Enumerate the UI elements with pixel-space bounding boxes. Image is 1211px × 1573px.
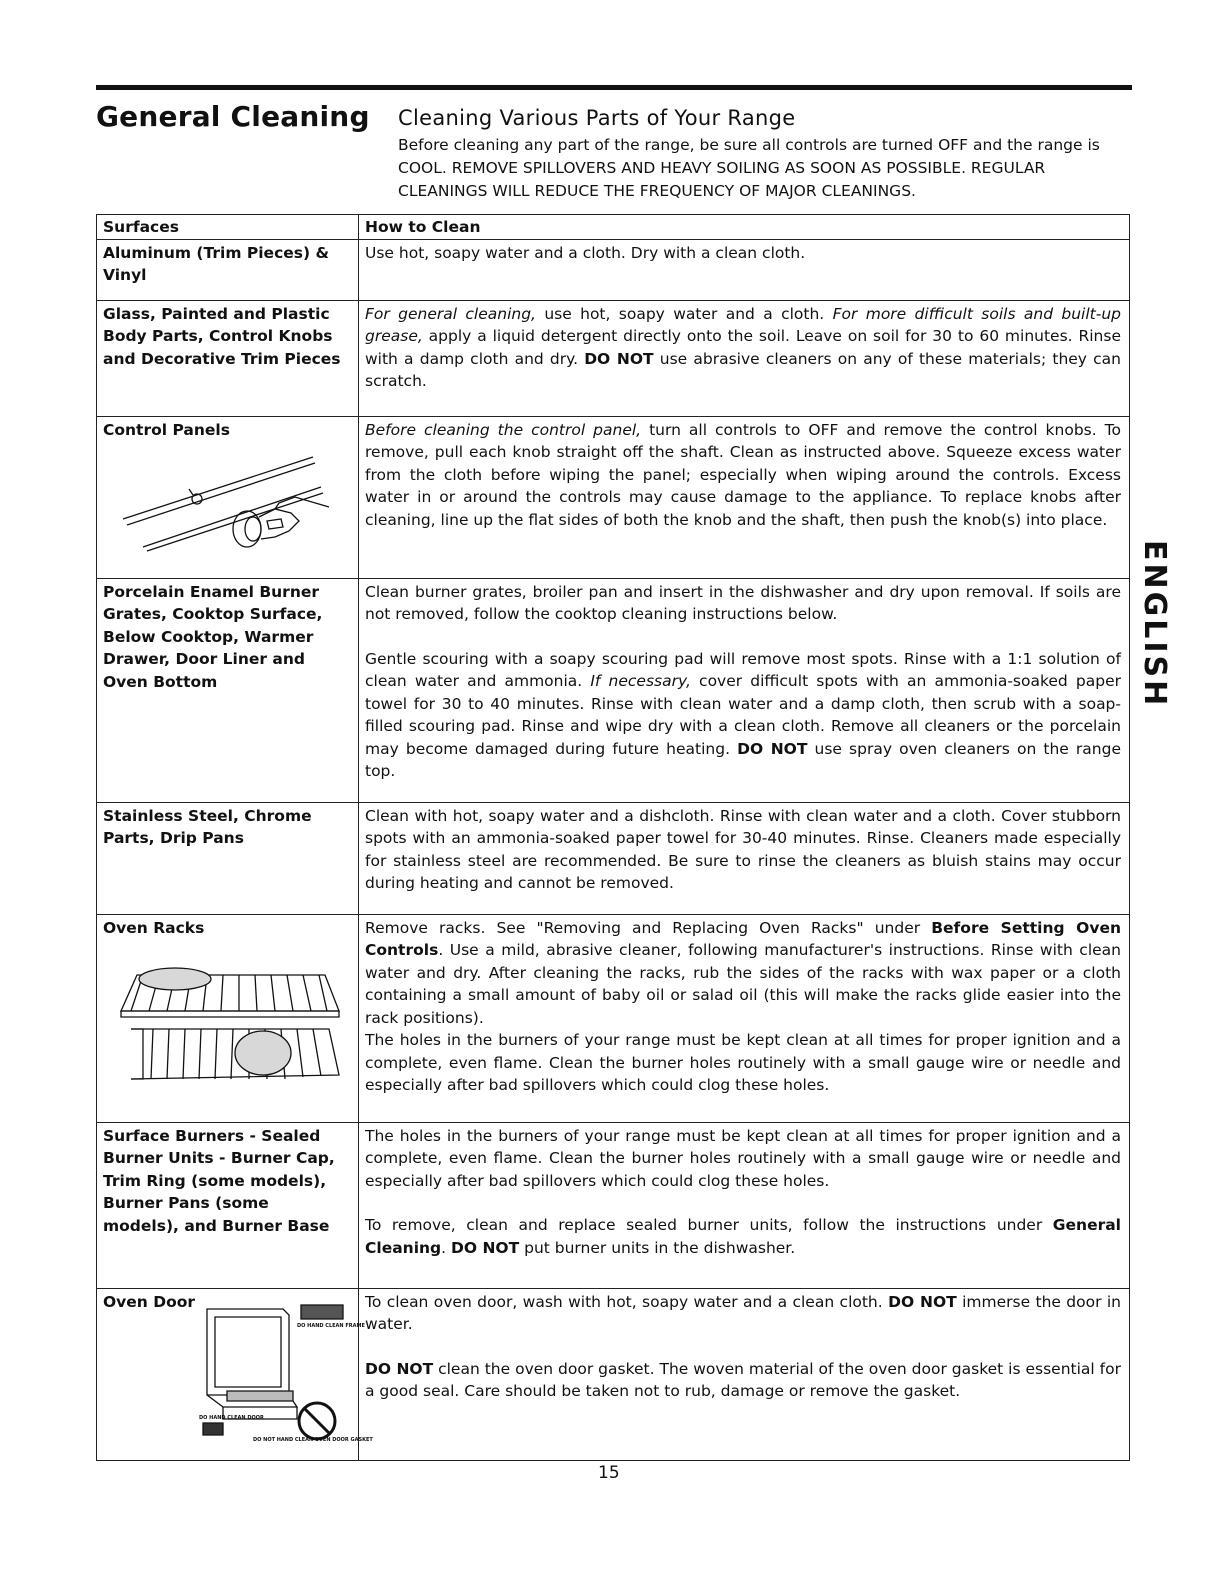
how-text: To remove, clean and replace sealed burner units, follow the instructions under General Cleaning. DO NOT put burner units in the dishwasher. xyxy=(365,1216,1121,1257)
how-cell xyxy=(359,300,1130,416)
table-row xyxy=(97,416,1130,578)
how-text: Clean burner grates, broiler pan and insert in the dishwasher and dry upon removal. If soils are not removed, follow the cooktop cleaning instructions below. xyxy=(365,582,1121,623)
surface-cell xyxy=(97,416,359,578)
surface-cell: Stainless Steel, Chrome Parts, Drip Pans xyxy=(97,802,359,914)
how-text: To clean oven door, wash with hot, soapy water and a clean cloth. DO NOT immerse the door in water. xyxy=(365,1292,1121,1333)
illus-label-frame: DO HAND CLEAN FRAME xyxy=(297,1322,365,1329)
intro-text: Before cleaning any part of the range, be sure all controls are turned OFF and the range is COOL. REMOVE SPILLOVERS AND HEAVY SOILING AS SOON AS POSSIBLE. REGULAR CLEANINGS WILL REDUCE THE FREQUENCY OF MAJOR CLEANINGS. xyxy=(398,136,1100,200)
column-header-surfaces: Surfaces xyxy=(97,215,359,240)
table-row xyxy=(97,239,1130,300)
column-header-how-to-clean: How to Clean xyxy=(359,215,1130,240)
control-panel-illustration xyxy=(103,447,343,557)
intro-block xyxy=(398,106,1133,203)
how-text: For general cleaning, use hot, soapy water and a cloth. For more difficult soils and built-up grease, apply a liquid detergent directly onto the soil. Leave on soil for 30 to 60 minutes. Rinse with a damp cloth and dry. DO NOT use abrasive cleaners on any of these materials; they can scratch. xyxy=(365,304,1122,390)
surface-cell xyxy=(97,1288,373,1460)
surface-cell xyxy=(97,914,359,1122)
table-row xyxy=(97,802,1130,914)
table-row xyxy=(97,1288,1130,1460)
cleaning-table xyxy=(96,214,1130,1461)
table-row xyxy=(97,578,1130,802)
illus-label-gasket: DO NOT HAND CLEAN OVEN DOOR GASKET xyxy=(253,1436,373,1443)
table-row xyxy=(97,300,1130,416)
how-cell xyxy=(359,1288,1130,1460)
how-text: Before cleaning the control panel, turn all controls to OFF and remove the control knobs. To remove, pull each knob straight off the shaft. Clean as instructed above. Squeeze excess water from the cloth before wiping the panel; especially when wiping around the controls. Excess water in or around the controls may cause damage to the appliance. To replace knobs after cleaning, line up the flat sides of both the knob and the shaft, then push the knob(s) into place. xyxy=(365,420,1121,529)
table-row xyxy=(97,914,1130,1122)
how-cell xyxy=(359,914,1130,1122)
how-text: The holes in the burners of your range must be kept clean at all times for proper ignition and a complete, even flame. Clean the burner holes routinely with a small gauge wire or needle and especially after bad spillovers which could clog these holes. xyxy=(365,1031,1121,1094)
surface-label: Oven Door xyxy=(103,1292,196,1311)
how-text: Gentle scouring with a soapy scouring pad will remove most spots. Rinse with a 1:1 solution of clean water and ammonia. If necessary, cover difficult spots with an ammonia-soaked paper towel for 30 to 40 minutes. Rinse with clean water and a damp cloth, then scrub with a soap-filled scouring pad. Rinse and wipe dry with a clean cloth. Remove all cleaners or the porcelain may become damaged during future heating. DO NOT use spray oven cleaners on the range top. xyxy=(365,649,1122,780)
how-cell xyxy=(359,416,1130,578)
surface-cell: Aluminum (Trim Pieces) & Vinyl xyxy=(97,239,359,300)
page-number: 15 xyxy=(598,1463,620,1483)
how-text: DO NOT clean the oven door gasket. The woven material of the oven door gasket is essential for a good seal. Care should be taken not to rub, damage or remove the gasket. xyxy=(365,1359,1121,1400)
surface-label: Control Panels xyxy=(103,420,230,439)
illus-label-door: DO HAND CLEAN DOOR xyxy=(199,1414,264,1421)
how-cell xyxy=(359,1122,1130,1288)
oven-racks-illustration xyxy=(103,945,343,1085)
how-cell xyxy=(359,578,1130,802)
surface-label: Oven Racks xyxy=(103,918,205,937)
oven-door-illustration xyxy=(193,1295,373,1445)
intro-heading: Cleaning Various Parts of Your Range xyxy=(398,106,796,130)
how-cell: Use hot, soapy water and a cloth. Dry with a clean cloth. xyxy=(359,239,1130,300)
surface-cell: Porcelain Enamel Burner Grates, Cooktop Surface, Below Cooktop, Warmer Drawer, Door Liner and Oven Bottom xyxy=(97,578,359,802)
top-rule xyxy=(96,85,1132,90)
section-title: General Cleaning xyxy=(96,100,370,133)
surface-cell: Surface Burners - Sealed Burner Units - Burner Cap, Trim Ring (some models), Burner Pans (some models), and Burner Base xyxy=(97,1122,359,1288)
table-row xyxy=(97,1122,1130,1288)
how-text: The holes in the burners of your range must be kept clean at all times for proper ignition and a complete, even flame. Clean the burner holes routinely with a small gauge wire or needle and especially after bad spillovers which could clog these holes. xyxy=(365,1126,1121,1190)
table-header-row xyxy=(97,215,1130,240)
how-cell: Clean with hot, soapy water and a dishcloth. Rinse with clean water and a cloth. Cover stubborn spots with an ammonia-soaked paper towel for 30-40 minutes. Rinse. Cleaners made especially for stainless steel are recommended. Be sure to rinse the cleaners as bluish stains may occur during heating and cannot be removed. xyxy=(359,802,1130,914)
how-text: Remove racks. See "Removing and Replacing Oven Racks" under Before Setting Oven Controls. Use a mild, abrasive cleaner, following manufacturer's instructions. Rinse with clean water and dry. After cleaning the racks, rub the sides of the racks with wax paper or a cloth containing a small amount of baby oil or salad oil (this will make the racks glide easier into the rack positions). xyxy=(365,918,1121,1027)
surface-cell: Glass, Painted and Plastic Body Parts, Control Knobs and Decorative Trim Pieces xyxy=(97,300,359,416)
language-side-label: ENGLISH xyxy=(1137,540,1172,709)
